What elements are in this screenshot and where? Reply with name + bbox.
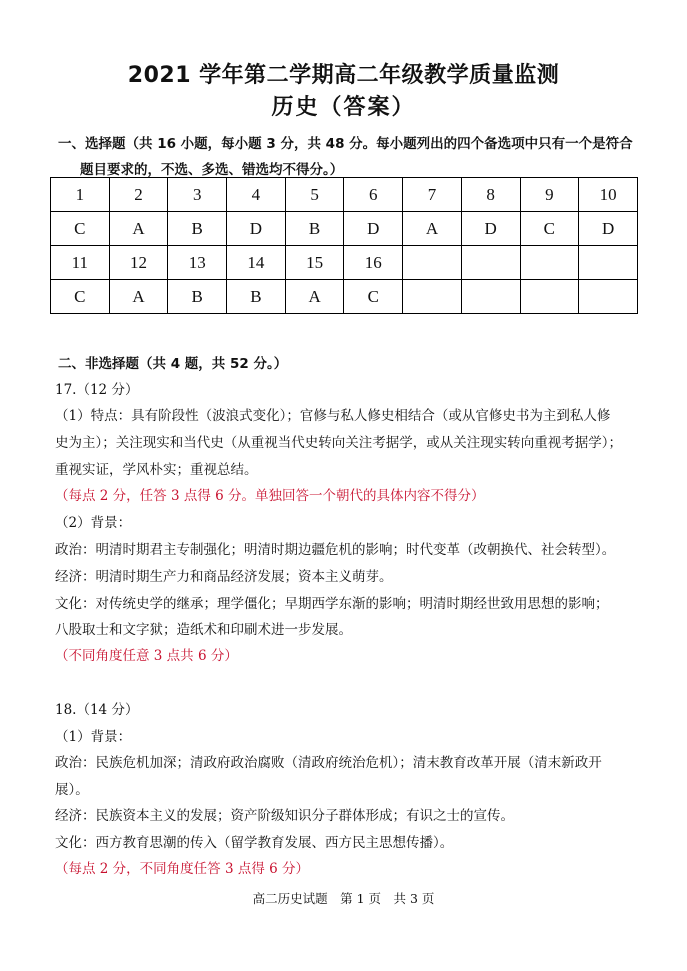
question-number-cell: 7 xyxy=(403,178,462,212)
exam-subtitle: 历史（答案） xyxy=(271,95,416,120)
q17-politics: 政治：明清时期君主专制强化；明清时期边疆危机的影响；时代变革（改朝换代、社会转型）。 xyxy=(55,542,616,558)
q17-part1-line2: 史为主）；关注现实和当代史（从重视当代史转向关注考据学，或从关注现实转向重视考据学）； xyxy=(55,435,622,451)
question-number-cell: 9 xyxy=(520,178,579,212)
question-number-cell: 16 xyxy=(344,246,403,280)
q17-economy: 经济：明清时期生产力和商品经济发展；资本主义萌芽。 xyxy=(55,569,393,585)
answer-cell: B xyxy=(227,280,286,314)
question-number-cell: 1 xyxy=(51,178,110,212)
answer-cell: C xyxy=(520,212,579,246)
question-number-cell: 15 xyxy=(285,246,344,280)
section1-heading xyxy=(58,131,643,183)
q18-part1-scoring-note: （每点 2 分，不同角度任答 3 点得 6 分） xyxy=(55,861,310,877)
q17-part1-line1: （1）特点：具有阶段性（波浪式变化）；官修与私人修史相结合（或从官修史书为主到私人修 xyxy=(55,408,611,424)
page-footer: 高二历史试题 第 1 页 共 3 页 xyxy=(252,891,435,906)
question-number-cell: 3 xyxy=(168,178,227,212)
answer-table-row xyxy=(51,246,638,280)
section2-heading: 二、非选择题（共 4 题，共 52 分。） xyxy=(58,356,288,372)
question-number-cell: 4 xyxy=(227,178,286,212)
answer-cell: A xyxy=(285,280,344,314)
answer-cell: D xyxy=(227,212,286,246)
answer-cell: A xyxy=(109,212,168,246)
question-number-cell: 8 xyxy=(461,178,520,212)
q17-part1-scoring-note: （每点 2 分，任答 3 点得 6 分。单独回答一个朝代的具体内容不得分） xyxy=(55,488,485,504)
answer-table-row xyxy=(51,280,638,314)
question-number-cell: 10 xyxy=(579,178,638,212)
q18-part1-heading: （1）背景： xyxy=(55,729,132,745)
q17-part2-heading: （2）背景： xyxy=(55,515,132,531)
exam-title: 2021 学年第二学期高二年级教学质量监测 xyxy=(127,63,560,88)
q17-culture-line1: 文化：对传统史学的继承；理学僵化；早期西学东渐的影响；明清时期经世致用思想的影响； xyxy=(55,596,609,612)
question-number-cell xyxy=(579,246,638,280)
section1-line2: 题目要求的，不选、多选、错选均不得分。） xyxy=(80,162,344,178)
question-number-cell: 12 xyxy=(109,246,168,280)
question-number-cell xyxy=(520,246,579,280)
answer-cell xyxy=(461,280,520,314)
answer-cell xyxy=(403,280,462,314)
answer-table-row xyxy=(51,212,638,246)
question-number-cell: 6 xyxy=(344,178,403,212)
question-number-cell xyxy=(403,246,462,280)
q18-culture: 文化：西方教育思潮的传入（留学教育发展、西方民主思想传播）。 xyxy=(55,835,454,851)
answer-cell xyxy=(520,280,579,314)
answer-cell: C xyxy=(51,280,110,314)
answer-cell: D xyxy=(344,212,403,246)
question-number-cell: 14 xyxy=(227,246,286,280)
question-number-cell: 2 xyxy=(109,178,168,212)
answer-cell: B xyxy=(285,212,344,246)
q17-header: 17.（12 分） xyxy=(55,382,139,398)
answer-table-row xyxy=(51,178,638,212)
answer-cell: D xyxy=(461,212,520,246)
answer-cell: B xyxy=(168,280,227,314)
q18-header: 18.（14 分） xyxy=(55,702,139,718)
answer-cell: C xyxy=(51,212,110,246)
q17-culture-line2: 八股取士和文字狱；造纸术和印刷术进一步发展。 xyxy=(55,622,352,638)
q18-economy: 经济：民族资本主义的发展；资产阶级知识分子群体形成；有识之士的宣传。 xyxy=(55,808,514,824)
answer-cell: A xyxy=(403,212,462,246)
q18-politics-line1: 政治：民族危机加深；清政府政治腐败（清政府统治危机）；清末教育改革开展（清末新政开 xyxy=(55,755,602,771)
section1-line1: 一、选择题（共 16 小题，每小题 3 分，共 48 分。每小题列出的四个备选项中只有一个是符合 xyxy=(58,136,633,152)
answer-cell: B xyxy=(168,212,227,246)
answer-cell xyxy=(579,280,638,314)
question-number-cell xyxy=(461,246,520,280)
answer-cell: A xyxy=(109,280,168,314)
q18-politics-line2: 展）。 xyxy=(55,782,89,798)
question-number-cell: 5 xyxy=(285,178,344,212)
answer-table xyxy=(50,177,638,314)
q17-part1-line3: 重视实证，学风朴实；重视总结。 xyxy=(55,462,258,478)
answer-cell: D xyxy=(579,212,638,246)
question-number-cell: 13 xyxy=(168,246,227,280)
q17-part2-scoring-note: （不同角度任意 3 点共 6 分） xyxy=(55,648,238,664)
answer-cell: C xyxy=(344,280,403,314)
question-number-cell: 11 xyxy=(51,246,110,280)
